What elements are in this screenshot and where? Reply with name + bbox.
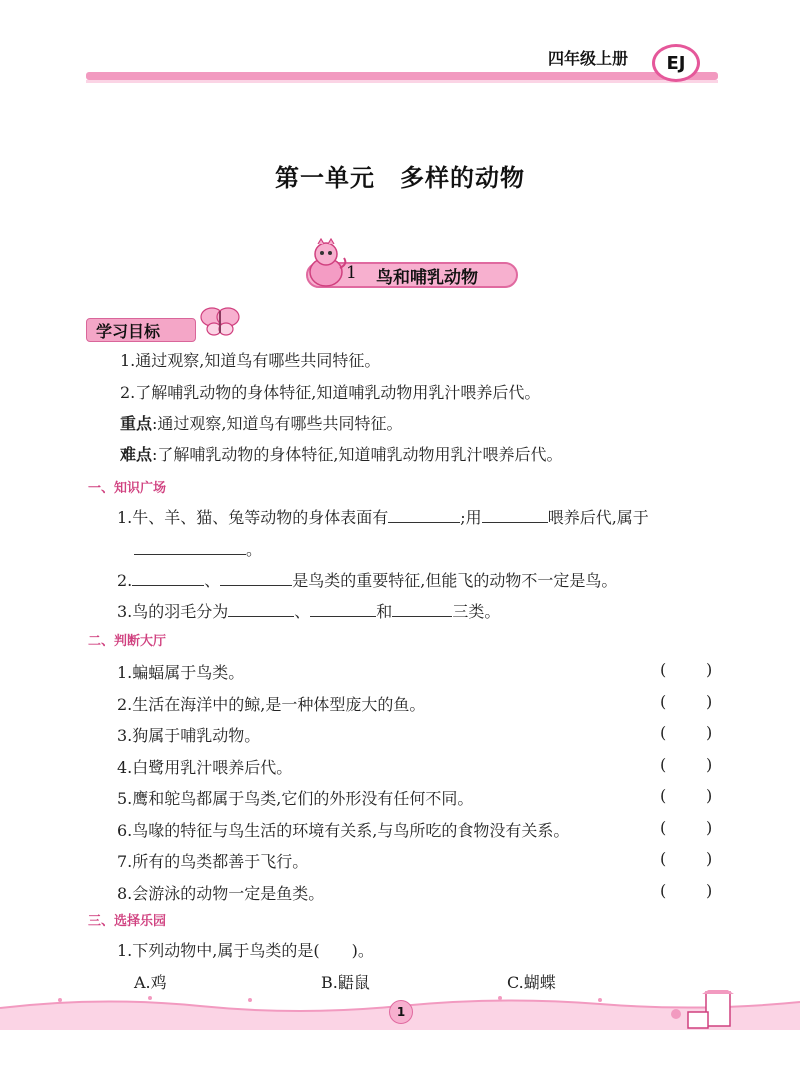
goal-item-2: 2.了解哺乳动物的身体特征,知道哺乳动物用乳汁喂养后代。 [120, 383, 541, 402]
judge-answer-paren-open[interactable]: ( [660, 881, 667, 900]
q1-text-b: ;用 [460, 508, 482, 527]
goal-item-1: 1.通过观察,知道鸟有哪些共同特征。 [120, 351, 381, 370]
q1-blank-1[interactable] [388, 508, 460, 523]
header-rule [86, 72, 718, 80]
difficulty-text: :了解哺乳动物的身体特征,知道哺乳动物用乳汁喂养后代。 [152, 445, 563, 464]
q2-blank-2[interactable] [220, 571, 292, 586]
choice-option-b[interactable]: B.鼯鼠 [321, 973, 370, 992]
q3-and: 和 [376, 602, 393, 621]
judge-answer-paren-close[interactable]: ) [706, 692, 713, 711]
judge-item: 7.所有的鸟类都善于飞行。 [117, 852, 309, 871]
difficulty-label: 难点 [120, 445, 153, 464]
page-number: 1 [389, 1000, 413, 1024]
q2-blank-1[interactable] [132, 571, 204, 586]
q3-text-a: 3.鸟的羽毛分为 [117, 602, 229, 621]
judge-item: 3.狗属于哺乳动物。 [117, 726, 261, 745]
q2-sep: 、 [204, 571, 221, 590]
key-point-text: :通过观察,知道鸟有哪些共同特征。 [152, 414, 403, 433]
choice-question-1: 1.下列动物中,属于鸟类的是( )。 [117, 941, 374, 960]
q3-blank-2[interactable] [310, 602, 376, 617]
judge-answer-paren-open[interactable]: ( [660, 755, 667, 774]
q3-text-b: 三类。 [452, 602, 501, 621]
judge-item: 8.会游泳的动物一定是鱼类。 [117, 884, 325, 903]
judge-answer-paren-open[interactable]: ( [660, 849, 667, 868]
butterfly-icon [200, 305, 240, 337]
choice-option-a[interactable]: A.鸡 [134, 973, 167, 992]
judge-item: 2.生活在海洋中的鲸,是一种体型庞大的鱼。 [117, 695, 426, 714]
judge-answer-paren-close[interactable]: ) [706, 660, 713, 679]
q3-sep: 、 [294, 602, 311, 621]
section-knowledge-title: 一、知识广场 [88, 481, 167, 496]
lesson-title: 鸟和哺乳动物 [376, 268, 478, 288]
key-point [120, 411, 403, 434]
section-choice-title: 三、选择乐园 [88, 914, 167, 929]
q1-text-c: 喂养后代,属于 [547, 508, 649, 527]
q1-blank-2[interactable] [482, 508, 548, 523]
dragon-mascot-icon [304, 238, 348, 290]
judge-answer-paren-close[interactable]: ) [706, 786, 713, 805]
judge-answer-paren-open[interactable]: ( [660, 692, 667, 711]
judge-answer-paren-close[interactable]: ) [706, 755, 713, 774]
header-rule-shadow [86, 80, 718, 83]
q2-text-a: 2. [117, 571, 133, 590]
choice-option-c[interactable]: C.蝴蝶 [507, 973, 556, 992]
judge-answer-paren-close[interactable]: ) [706, 818, 713, 837]
judge-item: 6.鸟喙的特征与鸟生活的环境有关系,与鸟所吃的食物没有关系。 [117, 821, 570, 840]
judge-item: 5.鹰和鸵鸟都属于鸟类,它们的外形没有任何不同。 [117, 789, 474, 808]
lesson-number: 1 [346, 263, 357, 283]
section-judge-title: 二、判断大厅 [88, 634, 167, 649]
judge-answer-paren-open[interactable]: ( [660, 723, 667, 742]
unit-title: 第一单元 多样的动物 [275, 164, 525, 192]
q3-blank-3[interactable] [392, 602, 452, 617]
q1-text-a: 1.牛、羊、猫、兔等动物的身体表面有 [117, 508, 389, 527]
judge-answer-paren-close[interactable]: ) [706, 849, 713, 868]
edition-badge: EJ [652, 44, 700, 82]
grade-label: 四年级上册 [548, 49, 629, 68]
judge-answer-paren-open[interactable]: ( [660, 786, 667, 805]
q1-end: 。 [246, 540, 263, 559]
q2-text-b: 是鸟类的重要特征,但能飞的动物不一定是鸟。 [292, 571, 618, 590]
judge-item: 1.蝙蝠属于鸟类。 [117, 663, 245, 682]
fill-question-1 [117, 505, 649, 528]
judge-answer-paren-close[interactable]: ) [706, 881, 713, 900]
fill-question-2 [117, 568, 617, 591]
difficulty-point [120, 442, 563, 465]
fill-question-3 [117, 599, 500, 622]
judge-answer-paren-open[interactable]: ( [660, 660, 667, 679]
judge-item: 4.白鹭用乳汁喂养后代。 [117, 758, 293, 777]
goals-label: 学习目标 [96, 322, 161, 341]
judge-answer-paren-open[interactable]: ( [660, 818, 667, 837]
q3-blank-1[interactable] [228, 602, 294, 617]
q1-blank-3[interactable] [134, 540, 246, 555]
key-point-label: 重点 [120, 414, 153, 433]
fill-question-1-cont [134, 537, 262, 560]
judge-answer-paren-close[interactable]: ) [706, 723, 713, 742]
